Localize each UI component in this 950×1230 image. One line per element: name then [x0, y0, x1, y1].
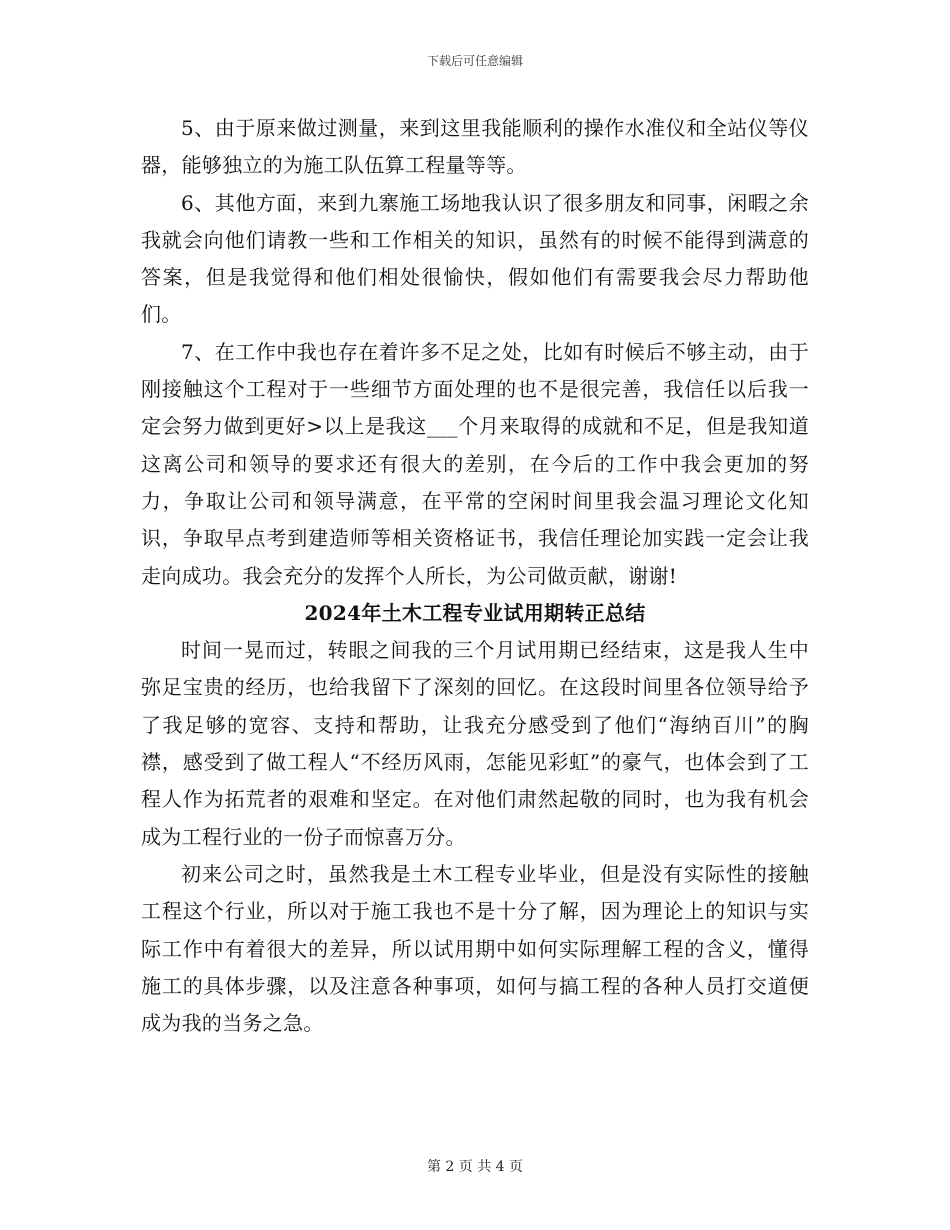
paragraph-item-7: 7、在工作中我也存在着许多不足之处，比如有时候后不够主动，由于刚接触这个工程对于一些细节方面处理的也不是很完善，我信任以后我一定会努力做到更好>以上是我这___个月来取得的成就和不足，但是我知道这离公司和领导的要求还有很大的差别，在今后的工作中我会更加的努力，争取让公司和领导满意，在平常的空闲时间里我会温习理论文化知识，争取早点考到建造师等相关资格证书，我信任理论加实践一定会让我走向成功。我会充分的发挥个人所长，为公司做贡献，谢谢! [141, 339, 809, 588]
paragraph-item-6: 6、其他方面，来到九寨施工场地我认识了很多朋友和同事，闲暇之余我就会向他们请教一些和工作相关的知识，虽然有的时候不能得到满意的答案，但是我觉得和他们相处很愉快，假如他们有需要我会尽力帮助他们。 [141, 190, 809, 327]
page-footer: 第 2 页 共 4 页 [426, 1159, 524, 1175]
section-title: 2024年土木工程专业试用期转正总结 [304, 600, 646, 625]
page-header: 下载后可任意编辑 [426, 54, 523, 68]
document-body [141, 110, 809, 1042]
paragraph-intro: 时间一晃而过，转眼之间我的三个月试用期已经结束，这是我人生中弥足宝贵的经历，也给我留下了深刻的回忆。在这段时间里各位领导给予了我足够的宽容、支持和帮助，让我充分感受到了他们“海纳百川”的胸襟，感受到了做工程人“不经历风雨，怎能见彩虹”的豪气，也体会到了工程人作为拓荒者的艰难和坚定。在对他们肃然起敬的同时，也为我有机会成为工程行业的一份子而惊喜万分。 [141, 638, 809, 849]
paragraph-item-5: 5、由于原来做过测量，来到这里我能顺利的操作水准仪和全站仪等仪器，能够独立的为施工队伍算工程量等等。 [141, 116, 809, 178]
paragraph-beginning: 初来公司之时，虽然我是土木工程专业毕业，但是没有实际性的接触工程这个行业，所以对于施工我也不是十分了解，因为理论上的知识与实际工作中有着很大的差异，所以试用期中如何实际理解工程的含义，懂得施工的具体步骤，以及注意各种事项，如何与搞工程的各种人员打交道便成为我的当务之急。 [141, 861, 809, 1036]
